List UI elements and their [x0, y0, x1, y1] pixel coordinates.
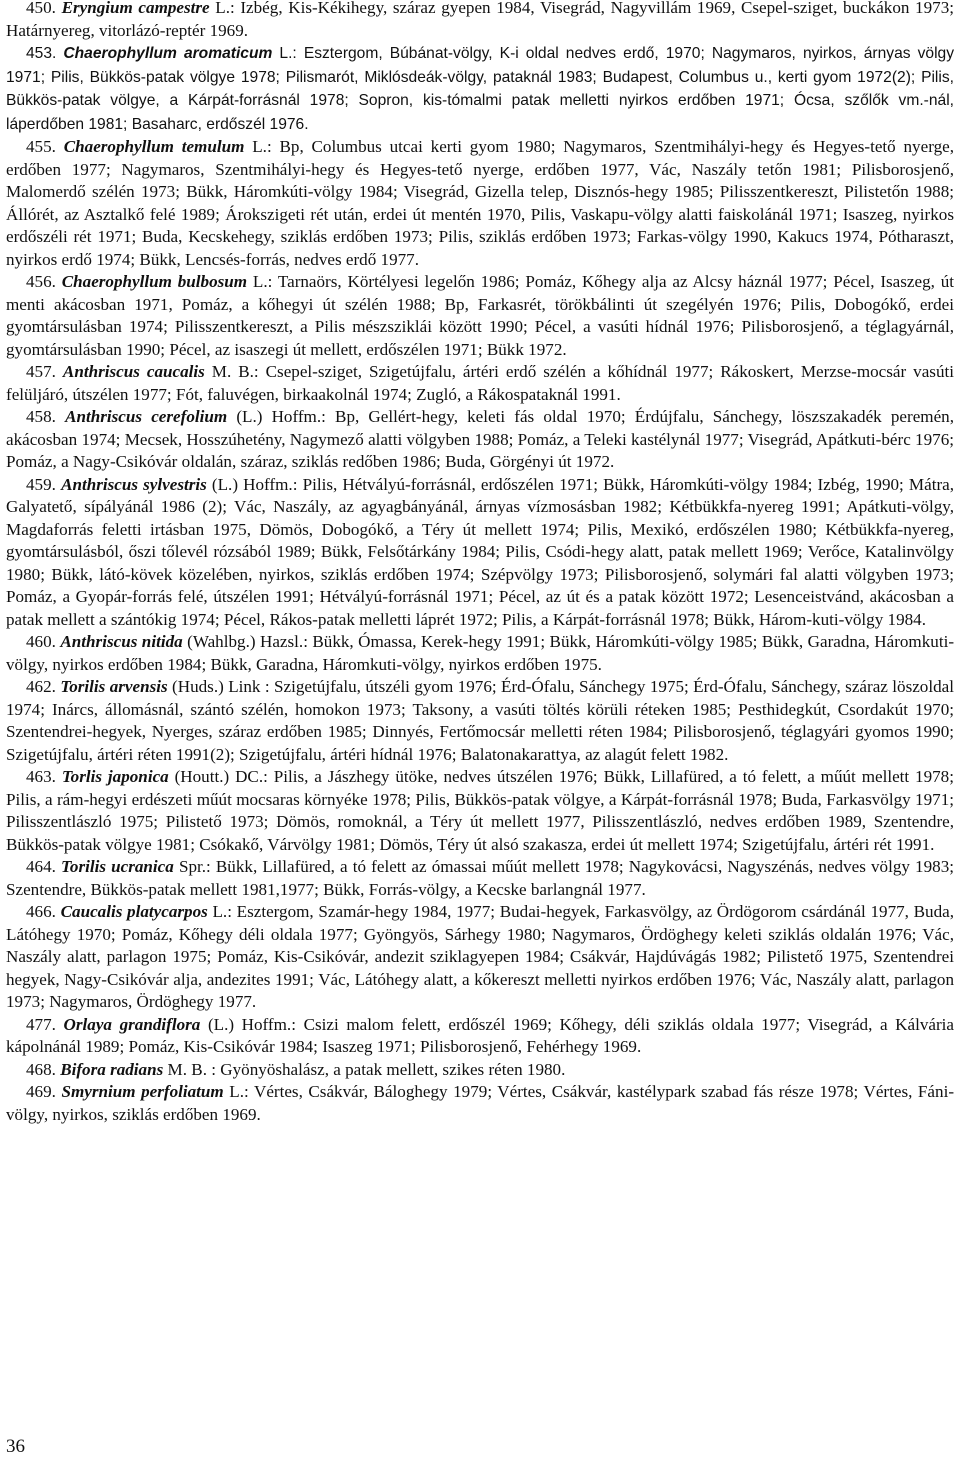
locality-text: : Esztergom, Búbánat-völgy, K-i oldal nedves erdő, 1970; Nagymaros, nyirkos, árnyas völgy 1971; Pilis, Bükkös-patak völgye 1978; Pilismarót, Miklósdeák-völgy, pataknál 1983; Budapest, Columbus u., kerti gyom 1972(2); Pilis, Bükkös-patak völgye, a Kárpát-forrásnál 1978; Sopron, kis-tómalmi patak melletti nyirkos erdőben 1971; Ócsa, szőlők vm.-nál, láperdőben 1981; Basaharc, erdőszél 1976. [6, 45, 955, 133]
entry-number: 459. [26, 474, 56, 494]
entry-number: 456. [26, 272, 56, 291]
species-author: L. [209, 0, 230, 17]
entry-number: 469. [26, 1082, 56, 1101]
species-name: Torlis japonica [61, 767, 169, 786]
locality-text: : Bp, Gellért-hegy, keleti fás oldal 1970; Érdújfalu, Sánchegy, löszszakadék peremén, akácosban 1974; Mecsek, Hosszúhetény, Nagymező alatti völgyben 1988; Pomáz, a Teleki kastélynál 1977; Visegrád, Apátkuti-bérc 1976; Pomáz, a Nagy-Csikóvár oldalán, száraz, sziklás redőben 1986; Buda, Görgényi út 1972. [6, 407, 955, 471]
locality-text: : Bükk, Lillafüred, a tó felett az ómassai műút mellett 1978; Nagykovácsi, Nagyszénás, nedves völgy 1983; Szentendre, Bükkös-patak mellett 1981,1977; Bükk, Forrás-völgy, a Kecske barlangnál 1977. [6, 857, 954, 899]
species-name: Anthriscus sylvestris [61, 474, 207, 494]
species-entry-469 [6, 1081, 954, 1126]
entry-number: 468. [26, 1059, 56, 1079]
species-author: Spr. [173, 857, 207, 876]
locality-text: : Bükk, Ómassa, Kerek-hegy 1991; Bükk, Háromkúti-völgy 1985; Bükk, Garadna, Háromkuti-völgy, nyirkos erdőben 1984; Bükk, Garadna, Háromkuti-völgy, nyirkos erdőben 1975. [6, 632, 955, 674]
species-entry-458 [6, 406, 954, 474]
species-entry-456 [6, 271, 954, 361]
locality-text: : Bp, Columbus utcai kerti gyom 1980; Nagymaros, Szentmihályi-hegy és Hegyes-tető nyerge, erdőben 1977; Nagymaros, Szentmihályi-hegy és Hegyes-tető nyerge, erdőben 1977, Vác, Naszály tetőn 1981; Pilisborosjenő, Malomerdő szélén 1973; Bükk, Háromkúti-völgy 1984; Visegrád, Gizella telep, Disznós-hegy 1985; Pilisszentkereszt, Pilistetőn 1988; Állórét, az Asztalkő felé 1989; Árokszigeti rét után, erdei út mentén 1970, Pilis, Vaskapu-völgy alatti faiskolánál 1971; Isaszeg, nyirkos erdőszéli rét 1971; Buda, Kecskehegy, sziklás erdőben 1973; Pilis, sziklás erdőben 1973; Farkas-völgy 1990, Kakucs 1974, Pótharaszt, nyirkos erdő 1974; Bükk, Lencsés-forrás, nedves erdő 1977. [6, 137, 954, 269]
locality-text: : Esztergom, Szamár-hegy 1984, 1977; Budai-hegyek, Farkasvölgy, az Ördögorom csárdánál 1977, Buda, Látóhegy 1970; Pomáz, Kőhegy déli oldala 1977; Gyöngyös, Sárhegy 1980; Nagymaros, Ördöghegy keleti sziklás oldalán 1976; Vác, Naszály alatt, parlagon 1975; Pomáz, Kis-Csikóvár, andezit sziklagyepen 1984; Csákvár, Hajdúvágás 1982; Pilistető 1975, Szentendrei hegyek, Nagy-Csikóvár alja, andezites 1991; Vác, Látóhegy alatt, a kőkereszt melletti nyirkos erdőben 1976; Vác, Naszály alatt, parlagon 1973; Nagymaros, Ördöghegy 1977. [6, 902, 955, 1011]
locality-text: : Csizi malom felett, erdőszél 1969; Kőhegy, déli sziklás oldala 1977; Visegrád, a Kálvária kápolnánál 1989; Pomáz, Kis-Csikóvár 1984; Isaszeg 1971; Pilisborosjenő, Fehérhegy 1969. [6, 1014, 955, 1056]
species-author: (L.) Hoffm. [200, 1014, 292, 1034]
species-entry-462 [6, 676, 954, 766]
entry-number: 477. [26, 1014, 56, 1034]
entry-number: 462. [26, 677, 56, 696]
locality-text: : Tarnaörs, Körtélyesi legelőn 1986; Pomáz, Kőhegy alja az Alcsy háznál 1977; Pécel, Isaszeg, út menti akácosban 1971, Pomáz, a kőhegyi út szélén 1988; Bp, Farkasrét, törökbálinti út szegélyén 1976; Pilis, Dobogókő, erdei gyomtársulásban 1974; Pilisszentkereszt, a Pilis mészsziklái között 1990; Pécel, a vasúti hídnál 1976; Pilisborosjenő, a téglagyárnál, gyomtársulásban 1990; Pécel, az isaszegi út mellett, erdőszélen 1971; Bükk 1972. [6, 272, 954, 359]
entry-number: 463. [26, 767, 56, 786]
entry-number: 458. [26, 407, 56, 426]
species-name: Chaerophyllum temulum [63, 137, 245, 156]
species-name: Anthriscus caucalis [62, 362, 205, 381]
species-entry-457 [6, 361, 954, 406]
species-name: Chaerophyllum aromaticum [63, 45, 273, 62]
locality-text: : Vértes, Csákvár, Báloghegy 1979; Vértes, Csákvár, kastélypark szabad fás része 1978; Vértes, Fáni-völgy, nyirkos, sziklás erdőben 1969. [6, 1082, 955, 1124]
species-entry-460 [6, 631, 954, 676]
species-author: L. [207, 902, 228, 921]
species-name: Smyrnium perfoliatum [61, 1082, 224, 1101]
entry-number: 453. [26, 45, 57, 62]
species-entry-464 [6, 856, 954, 901]
locality-text: : Pilis, a Jászhegy ütöke, nedves útszélen 1976; Bükk, Lillafüred, a tó felett, a műút mellett 1978; Pilis, a rám-hegyi erdészeti műút mocsaras környéke 1978; Pilis, Bükkös-patak völgye, a Kárpát-forrásnál 1978; Buda, Farkasvölgy 1971; Pilisszentlászló 1975; Pilistető 1973; Dömös, romoknál, a Téry út mellett 1977, Pilisszentlászló, nedves erdőben 1989, Szentendre, Bükkös-patak völgye 1981; Csókakő, Várvölgy 1981; Dömös, Téry út alsó szakasza, erdei út mellett 1974; Szigetújfalu, ártéri rét 1991. [6, 767, 954, 854]
species-author: L. [247, 272, 268, 291]
species-entry-468 [6, 1059, 954, 1082]
species-entry-477 [6, 1014, 954, 1059]
species-entry-466 [6, 901, 954, 1014]
species-name: Torilis ucranica [61, 857, 174, 876]
species-author: (L.) Hoffm. [206, 474, 293, 494]
species-entry-450 [6, 0, 954, 42]
locality-text: : Izbég, Kis-Kékihegy, száraz gyepen 1984, Visegrád, Nagyvillám 1969, Csepel-sziget, buckákon 1973; Határnyereg, vitorlázó-reptér 1969. [6, 0, 954, 40]
locality-text: : Csepel-sziget, Szigetújfalu, ártéri erdő szélén a kőhídnál 1977; Rákoskert, Merzse-mocsár vasúti felüljáró, útszélen 1977; Fót, faluvégen, birkaakolnál 1974; Zugló, a Rákospataknál 1991. [6, 362, 954, 404]
species-author: L. [272, 45, 293, 62]
species-name: Eryngium campestre [61, 0, 210, 17]
species-name: Bifora radians [60, 1059, 164, 1079]
species-author: L. [244, 137, 267, 156]
species-entry-453 [6, 42, 954, 136]
species-author: (Houtt.) DC. [168, 767, 264, 786]
species-entry-455 [6, 136, 954, 271]
locality-text: : Szigetújfalu, útszéli gyom 1976; Érd-Ófalu, Sánchegy 1975; Érd-Ófalu, Sánchegy, száraz löszoldal 1974; Inárcs, állomásnál, szántó szélén, homokon 1973; Taksony, a vasúti töltés körüli réteken 1985; Pesthidegkút, Csordakút 1970; Szentendrei-hegyek, Nyerges, száraz erdőben 1985; Dinnyés, Fertőmocsár melletti réten 1984; Pilisborosjenő, téglagyári gyomos 1990; Szigetújfalu, ártéri réten 1991(2); Szigetújfalu, ártéri hídnál 1976; Balatonakarattya, az alagút felett 1982. [6, 677, 954, 764]
species-author: M. B. [204, 362, 254, 381]
document-body [6, 0, 954, 1126]
species-name: Anthriscus nitida [60, 632, 183, 651]
species-name: Caucalis platycarpos [60, 902, 208, 921]
species-entry-459 [6, 474, 954, 632]
species-author: M. B. [163, 1059, 207, 1079]
species-author: (Wahlbg.) Hazsl. [182, 632, 304, 651]
species-entry-463 [6, 766, 954, 856]
species-author: (L.) Hoffm. [227, 407, 322, 426]
entry-number: 460. [26, 632, 56, 651]
species-name: Torilis arvensis [60, 677, 168, 696]
species-name: Chaerophyllum bulbosum [61, 272, 248, 291]
species-author: (Huds.) Link [167, 677, 265, 696]
species-author: L. [223, 1082, 244, 1101]
entry-number: 464. [26, 857, 56, 876]
locality-text: : Gyönyöshalász, a patak mellett, szikes réten 1980. [206, 1059, 566, 1079]
locality-text: : Pilis, Hétvályú-forrásnál, erdőszélen 1971; Bükk, Háromkúti-völgy 1984; Izbég, 1990; Mátra, Galyatető, sípályánál 1986 (2); Vác, Naszály, az agyagbányánál, árnyas vízmosásban 1982; Kétbükkfa-nyereg 1991; Apátkuti-völgy, Magdaforrás feletti irtásban 1975, Dömös, Dobogókő, a Téry út mellett 1974; Pilis, Mexikó, erdőszélen 1980; Kétbükkfa-nyereg, gyomtársulásból, őszi tőlevél rózsából 1989; Bükk, Felsőtárkány 1984; Pilis, Csódi-hegy alatt, patak mellett 1969; Verőce, Katalinvölgy 1980; Bükk, látó-kövek közelében, nyirkos, sziklás erdőben 1974; Szépvölgy 1973; Pilisborosjenő, solymári fal alatti völgyben 1973; Pomáz, a Gyopár-forrás felé, útszélen 1991; Hétvályú-forrásnál 1971; Pécel, az út és a patak között 1972; Lesenceistvánd, akácosban a patak mellett a szántókig 1974; Pécel, Rákos-patak melletti láprét 1972; Pilis, a Kárpát-forrásnál 1978; Bükk, Három-kuti-völgy 1984. [6, 474, 954, 629]
entry-number: 457. [26, 362, 56, 381]
species-name: Anthriscus cerefolium [65, 407, 228, 426]
entry-number: 455. [26, 137, 56, 156]
page-number: 36 [6, 1436, 25, 1457]
entry-number: 466. [26, 902, 56, 921]
species-name: Orlaya grandiflora [63, 1014, 201, 1034]
entry-number: 450. [26, 0, 56, 17]
